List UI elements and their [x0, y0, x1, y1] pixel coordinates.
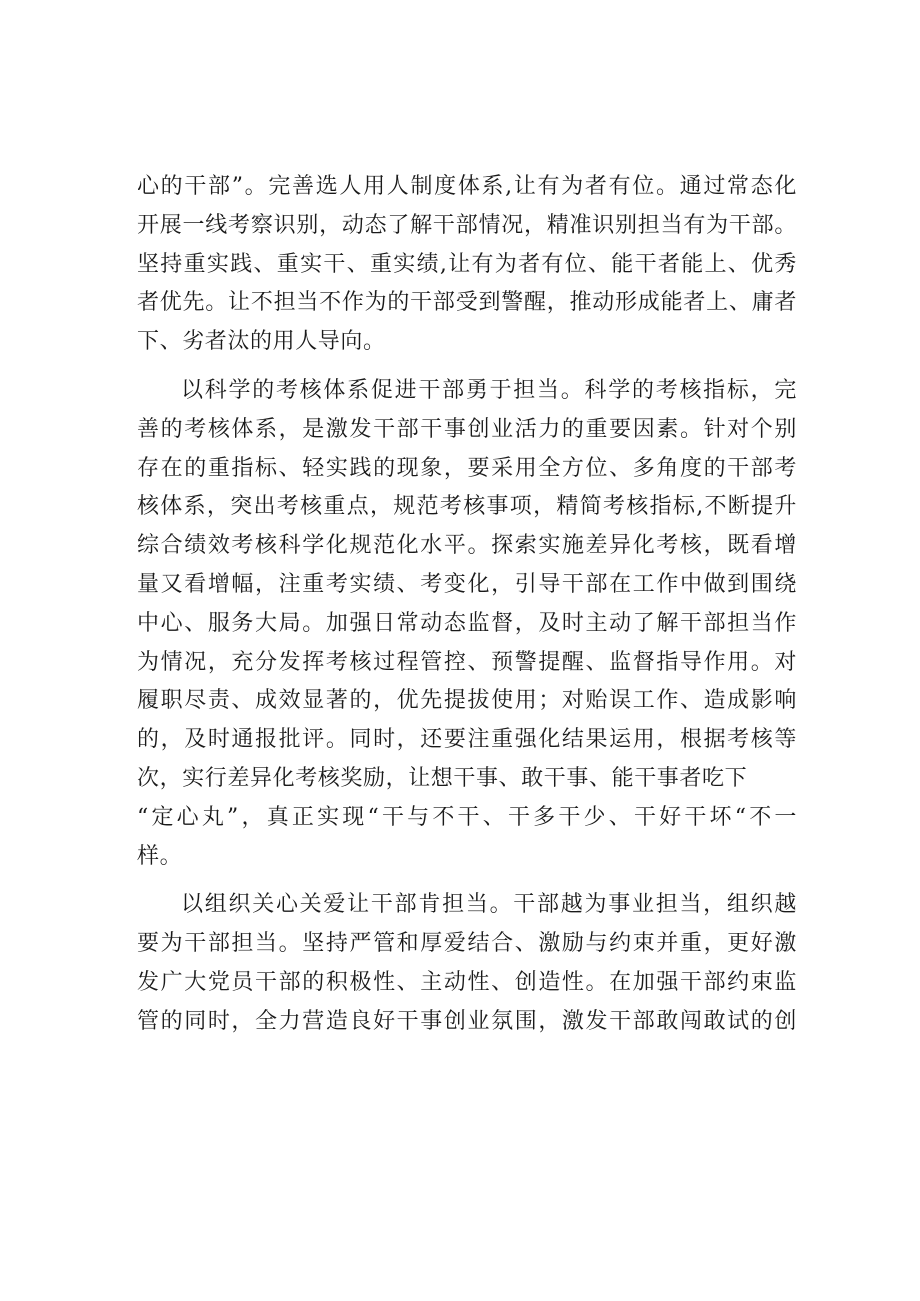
- text-line: 以科学的考核体系促进干部勇于担当。科学的考核指标，完: [181, 377, 797, 403]
- text-line: 的，及时通报批评。同时，还要注重强化结果运用，根据考核等: [137, 727, 797, 753]
- text-line: 综合绩效考核科学化规范化水平。探索实施差异化考核，既看增: [137, 533, 797, 559]
- text-line: 者优先。让不担当不作为的干部受到警醒，推动形成能者上、庸者: [137, 290, 797, 316]
- text-line: 发广大党员干部的积极性、主动性、创造性。在加强干部约束监: [137, 969, 797, 995]
- text-line: 履职尽责、成效显著的，优先提拔使用；对贻误工作、造成影响: [137, 688, 797, 714]
- text-line: 中心、服务大局。加强日常动态监督，及时主动了解干部担当作: [137, 610, 797, 636]
- text-line: 量又看增幅，注重考实绩、考变化，引导干部在工作中做到围绕: [137, 571, 797, 597]
- text-line: 坚持重实践、重实干、重实绩,让有为者有位、能干者能上、优秀: [137, 251, 797, 277]
- text-line: 为情况，充分发挥考核过程管控、预警提醒、监督指导作用。对: [137, 649, 797, 675]
- text-line: 次，实行差异化考核奖励，让想干事、敢干事、能干事者吃下: [137, 765, 748, 791]
- text-line: 管的同时，全力营造良好干事创业氛围，激发干部敢闯敢试的创: [137, 1008, 797, 1034]
- text-line: 善的考核体系，是激发干部干事创业活力的重要因素。针对个别: [137, 416, 797, 442]
- text-line: 核体系，突出考核重点，规范考核事项，精简考核指标,不断提升: [137, 494, 797, 520]
- text-line: 下、劣者汰的用人导向。: [137, 329, 386, 355]
- text-line: 样。: [137, 843, 183, 869]
- text-line: 要为干部担当。坚持严管和厚爱结合、激励与约束并重，更好激: [137, 931, 797, 957]
- paragraph-organizational-care: [137, 886, 797, 1041]
- text-line: 开展一线考察识别，动态了解干部情况，精准识别担当有为干部。: [137, 212, 797, 238]
- text-line: 以组织关心关爱让干部肯担当。干部越为事业担当，组织越: [181, 892, 797, 918]
- paragraph-assessment-system: [137, 372, 797, 876]
- paragraph-selection-system: [137, 168, 797, 362]
- document-body: [137, 168, 797, 1052]
- text-line: 存在的重指标、轻实践的现象，要采用全方位、多角度的干部考: [137, 455, 797, 481]
- text-line: 心的干部”。完善选人用人制度体系,让有为者有位。通过常态化: [137, 174, 797, 199]
- text-line: “定心丸”，真正实现“干与不干、干多干少、干好干坏“不一: [137, 804, 797, 830]
